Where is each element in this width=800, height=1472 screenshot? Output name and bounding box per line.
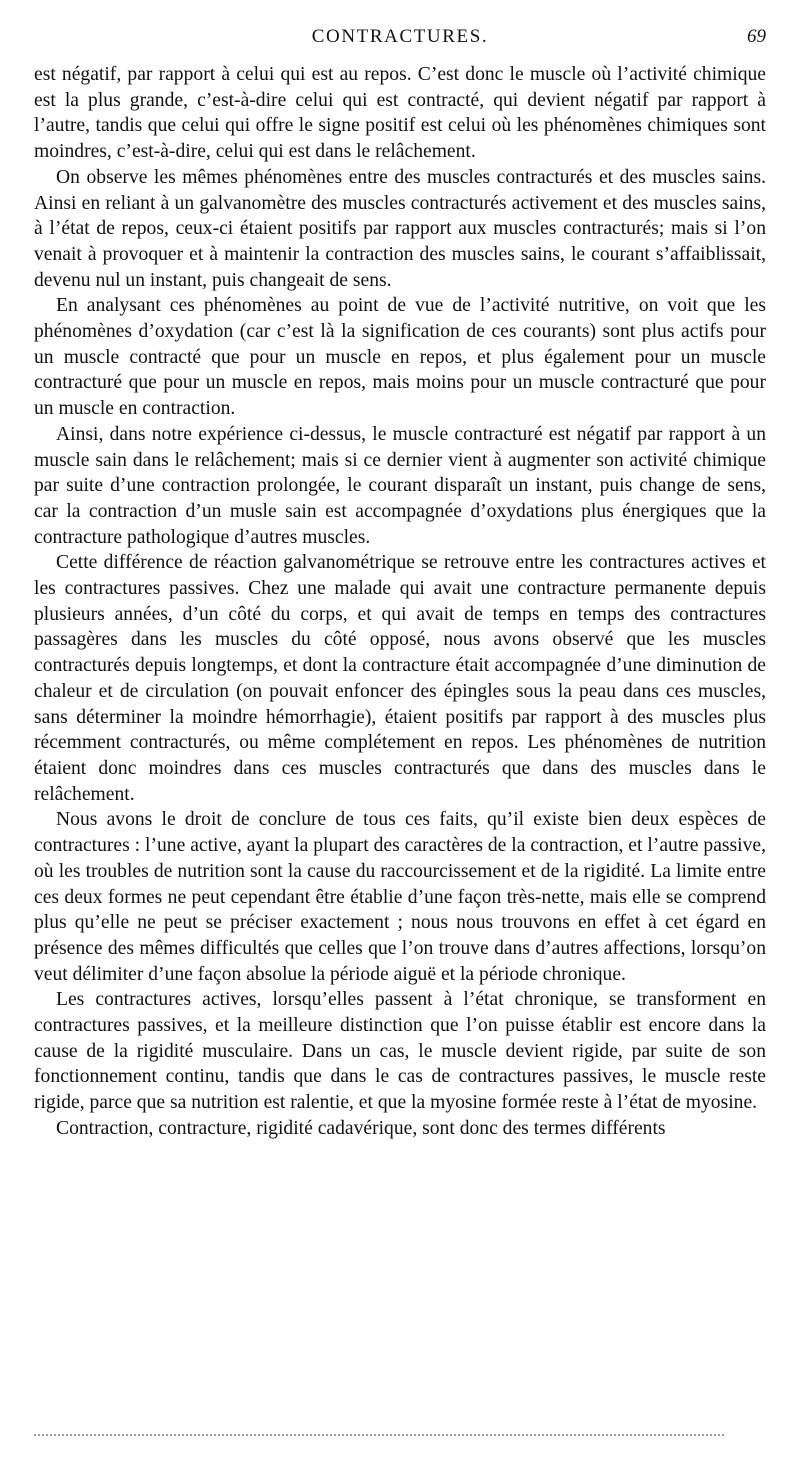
paragraph: Nous avons le droit de conclure de tous ces faits, qu’il existe bien deux espèces de contractures : l’une active, ayant la plupart des caractères de la contraction, et l’autre passive, où les troubles de nutrition sont la cause du raccourcissement et de la rigidité. La limite entre ces deux formes ne peut cependant être établie d’une façon très-nette, mais elle se comprend plus qu’elle ne peut se préciser exactement ; nous nous trouvons en effet à cet égard en présence des mêmes difficultés que celles que l’on trouve dans d’autres affections, lorsqu’on veut délimiter d’une façon absolue la période aiguë et la période chronique. xyxy=(34,809,766,985)
paragraph: Les contractures actives, lorsqu’elles passent à l’état chronique, se transforment en contractures passives, et la meilleure distinction que l’on puisse établir est encore dans la cause de la rigidité musculaire. Dans un cas, le muscle devient rigide, par suite de son fonctionnement continu, tandis que dans le cas de contractures passives, le muscle reste rigide, parce que sa nutrition est ralentie, et que la myosine formée reste à l’état de myosine. xyxy=(34,989,766,1114)
page-number: 69 xyxy=(747,26,766,47)
paragraph: Cette différence de réaction galvanométrique se retrouve entre les contractures actives et les contractures passives. Chez une malade qui avait une contracture permanente depuis plusieurs années, d’un côté du corps, et qui avait de temps en temps des contractures passagères dans les muscles du côté opposé, nous avons observé que les muscles contracturés depuis longtemps, et dont la contracture était accompagnée d’une diminution de chaleur et de circulation (on pouvait enfoncer des épingles sous la peau dans ces muscles, sans déterminer la moindre hémorrhagie), étaient positifs par rapport à des muscles plus récemment contracturés, ou même complétement en repos. Les phénomènes de nutrition étaient donc moindres dans ces muscles contracturés que dans des muscles dans le relâchement. xyxy=(34,552,766,805)
running-head: CONTRACTURES. xyxy=(311,26,489,47)
paragraph-continued: est négatif, par rapport à celui qui est au repos. C’est donc le muscle où l’activité chimique est la plus grande, c’est-à-dire celui qui est contracté, qui devient négatif par rapport à l’autre, tandis que celui qui offre le signe positif est celui où les phénomènes chimiques sont moindres, c’est-à-dire, celui qui est dans le relâchement. xyxy=(34,64,766,163)
paragraph: En analysant ces phénomènes au point de vue de l’activité nutritive, on voit que les phénomènes d’oxydation (car c’est là la signification de ces courants) sont plus actifs pour un muscle contracté que pour un muscle en repos, et plus également pour un muscle contracturé que pour un muscle en repos, mais moins pour un muscle contracturé que pour un muscle en contraction. xyxy=(34,295,766,420)
body-text xyxy=(34,62,766,1142)
paragraph: On observe les mêmes phénomènes entre des muscles contracturés et des muscles sains. Ainsi en reliant à un galvanomètre des muscles contracturés activement et des muscles sains, à l’état de repos, ceux-ci étaient positifs par rapport aux muscles contracturés; mais si l’on venait à provoquer et à maintenir la contraction des muscles sains, le courant s’affaiblissait, devenu nul un instant, puis changeait de sens. xyxy=(34,166,766,291)
paragraph-last-line: Contraction, contracture, rigidité cadavérique, sont donc des termes différents xyxy=(56,1117,666,1139)
paragraph: Ainsi, dans notre expérience ci-dessus, le muscle contracturé est négatif par rapport à un muscle sain dans le relâchement; mais si ce dernier vient à augmenter son activité chimique par suite d’une contraction prolongée, le courant disparaît un instant, puis change de sens, car la contraction d’un musle sain est accompagnée d’oxydations plus énergiques que la contracture pathologique d’autres muscles. xyxy=(34,423,766,548)
page-header xyxy=(34,26,766,56)
bottom-dotted-rule xyxy=(34,1434,724,1436)
